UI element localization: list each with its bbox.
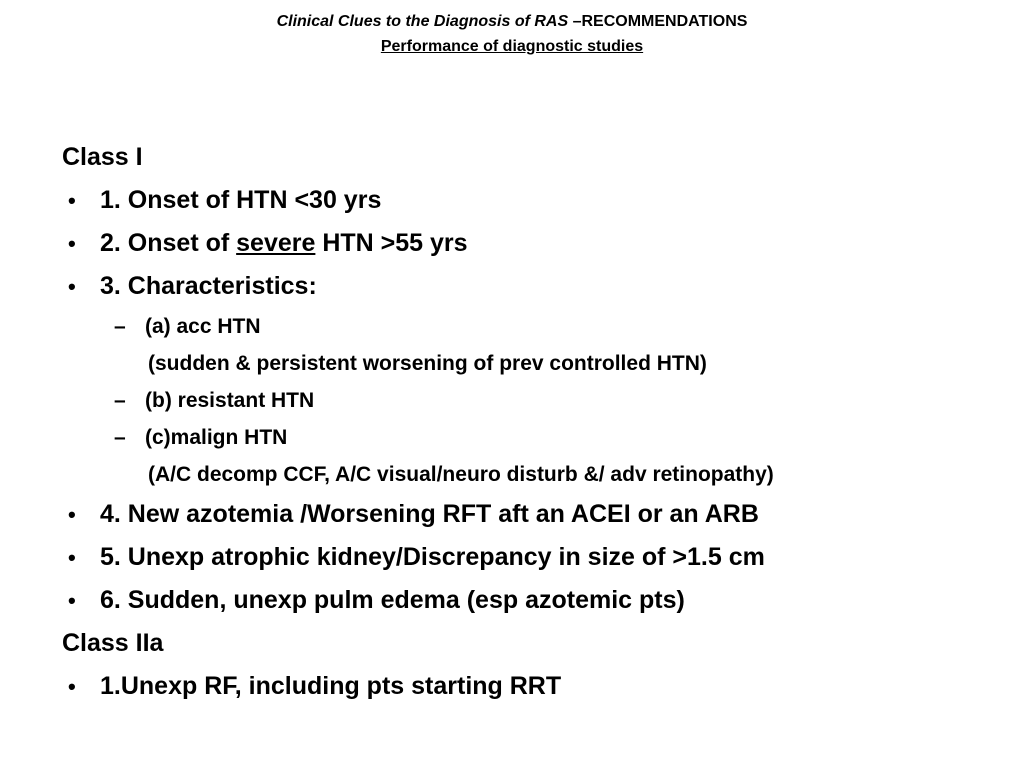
title-subtitle: Performance of diagnostic studies [380, 38, 644, 55]
list-item-text: 5. Unexp atrophic kidney/Discrepancy in size of >1.5 cm [100, 543, 765, 571]
list-item-text: 1.Unexp RF, including pts starting RRT [100, 672, 562, 700]
sub-item-text: (c)malign HTN [145, 426, 288, 449]
bullet-marker: • [68, 545, 76, 570]
title-main [0, 9, 1024, 34]
title-recommendations-part: –RECOMMENDATIONS [568, 13, 748, 30]
sub-item-acc-htn [62, 308, 1012, 345]
list-item-text: 4. New azotemia /Worsening RFT aft an ACEI or an ARB [100, 500, 759, 528]
sub-item-note-acc-htn: (sudden & persistent worsening of prev controlled HTN) [148, 352, 707, 375]
list-item-text: 1. Onset of HTN <30 yrs [100, 186, 382, 214]
list-item-text: 6. Sudden, unexp pulm edema (esp azotemic pts) [100, 586, 685, 614]
list-item-new-azotemia [62, 493, 1012, 536]
list-item-pulm-edema [62, 579, 1012, 622]
list-item-text-underlined: severe [236, 229, 316, 257]
bullet-marker: • [68, 188, 76, 213]
list-item-text-before: 2. Onset of [100, 229, 237, 257]
bullet-marker: • [68, 674, 76, 699]
list-item-atrophic-kidney [62, 536, 1012, 579]
list-item-onset-severe-over-55 [62, 222, 1012, 265]
bullet-marker: • [68, 231, 76, 256]
bullet-marker: • [68, 274, 76, 299]
class-iia-heading: Class IIa [62, 629, 164, 657]
slide-body [62, 136, 1012, 708]
slide-title [0, 9, 1024, 59]
list-item-onset-under-30 [62, 179, 1012, 222]
sub-item-text: (b) resistant HTN [145, 389, 315, 412]
title-italic-part: Clinical Clues to the Diagnosis of RAS [276, 13, 569, 30]
bullet-marker: • [68, 502, 76, 527]
dash-marker: – [114, 389, 126, 412]
dash-marker: – [114, 315, 126, 338]
list-item-text: 3. Characteristics: [100, 272, 317, 300]
sub-item-text: (a) acc HTN [145, 315, 261, 338]
list-item-text-after: HTN >55 yrs [315, 229, 468, 257]
sub-item-note-malign-htn: (A/C decomp CCF, A/C visual/neuro disturb &/ adv retinopathy) [148, 463, 774, 486]
bullet-marker: • [68, 588, 76, 613]
dash-marker: – [114, 426, 126, 449]
sub-item-malign-htn [62, 419, 1012, 456]
list-item-unexp-rf [62, 665, 1012, 708]
list-item-characteristics [62, 265, 1012, 308]
class-i-heading: Class I [62, 143, 143, 171]
sub-item-resistant-htn [62, 382, 1012, 419]
